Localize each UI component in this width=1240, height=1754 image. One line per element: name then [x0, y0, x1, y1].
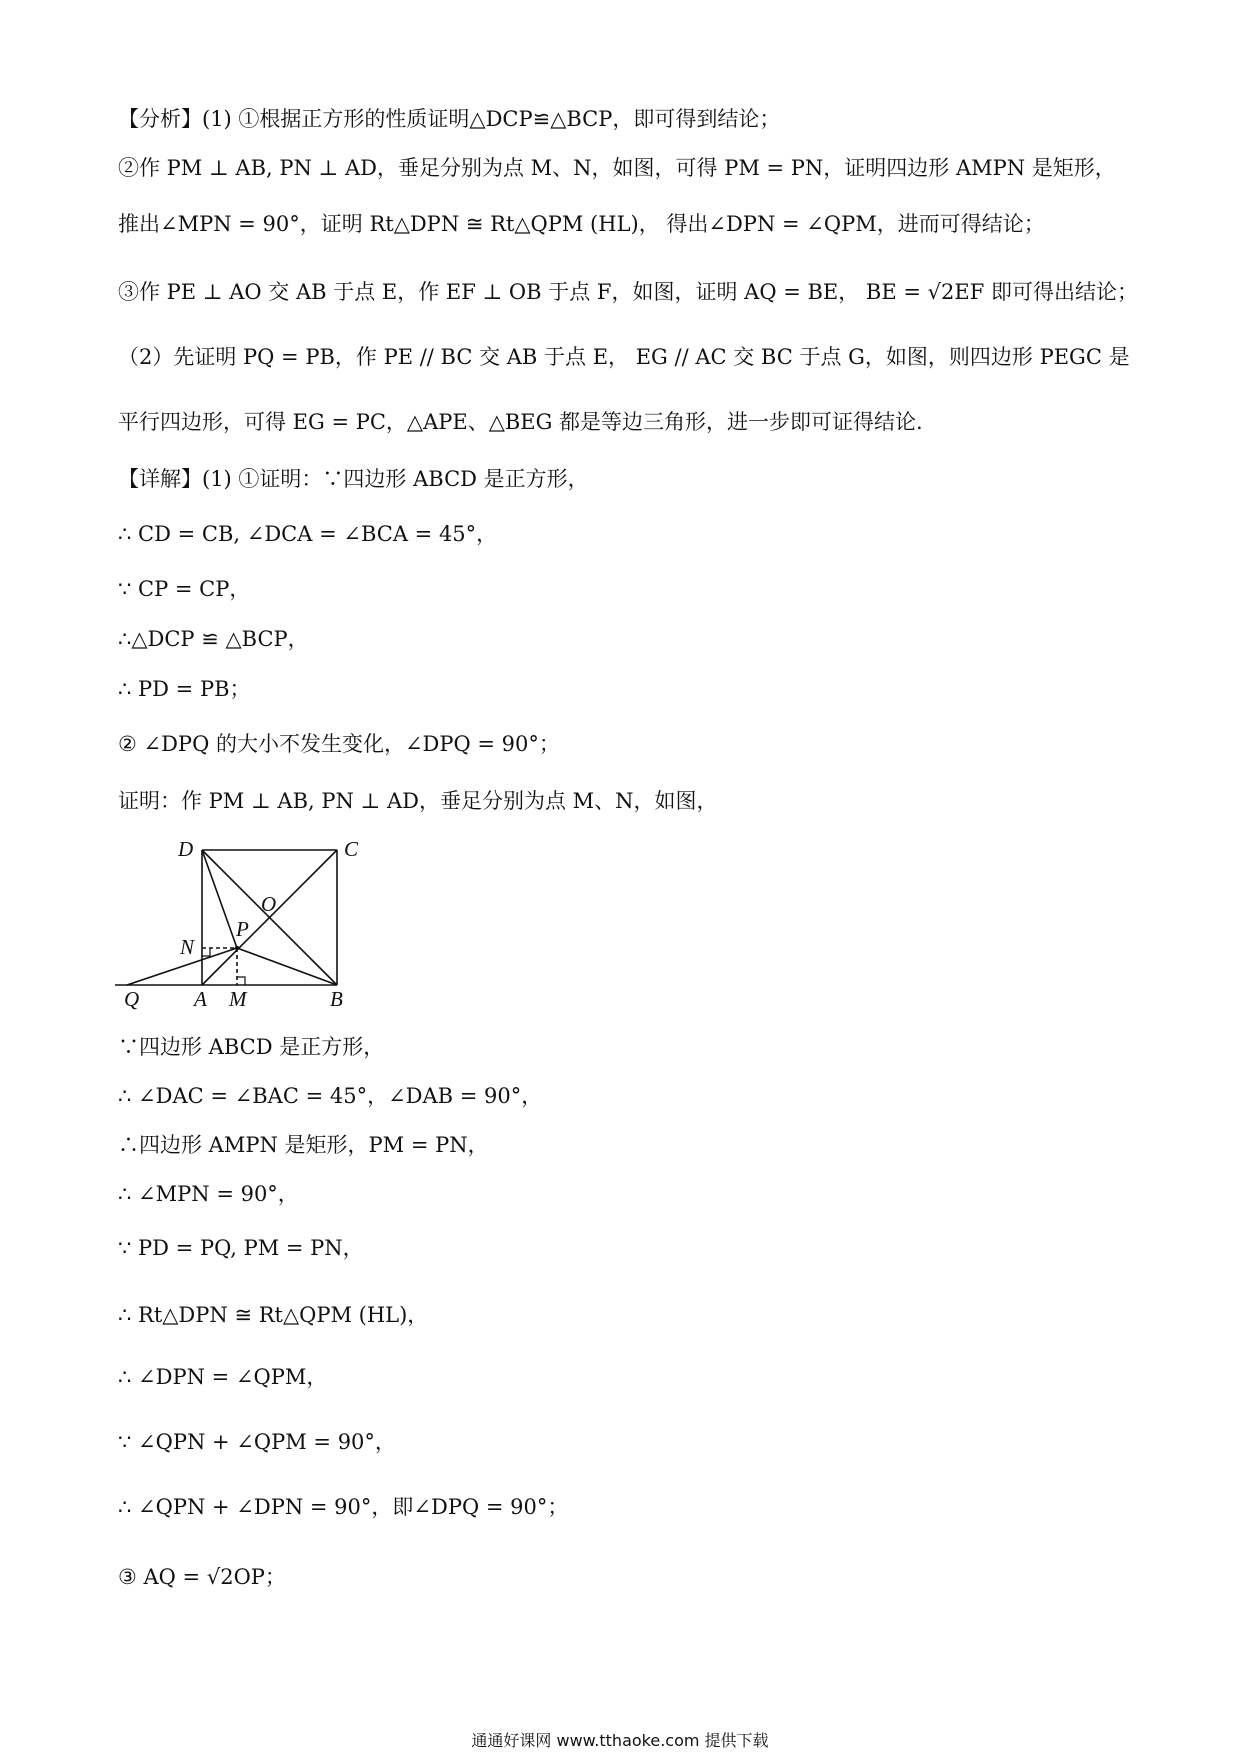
proof-line-5: ∵ PD = PQ, PM = PN， [118, 1236, 364, 1260]
proof-line-2: ∴ ∠DAC = ∠BAC = 45°，∠DAB = 90°， [118, 1084, 543, 1108]
analysis-line-2: ②作 PM ⊥ AB, PN ⊥ AD，垂足分别为点 M、N，如图，可得 PM = PN，证明四边形 AMPN 是矩形， [118, 156, 1116, 180]
geometry-figure [112, 835, 362, 1010]
solution-heading: 【详解】(1) ①证明：∵四边形 ABCD 是正方形， [118, 467, 589, 491]
right-angle-mark-n [202, 948, 210, 956]
proof-line-3: ∴四边形 AMPN 是矩形，PM = PN， [118, 1133, 489, 1157]
proof-line-4: ∴ ∠MPN = 90°， [118, 1182, 299, 1206]
label-d: D [178, 837, 194, 861]
proof-line-9: ∴ ∠QPN + ∠DPN = 90°，即∠DPQ = 90°； [118, 1495, 569, 1519]
solution-line-6: ② ∠DPQ 的大小不发生变化，∠DPQ = 90°； [118, 732, 560, 756]
analysis-line-5: （2）先证明 PQ = PB，作 PE // BC 交 AB 于点 E， EG // AC 交 BC 于点 G，如图，则四边形 PEGC 是 [118, 345, 1130, 369]
label-a: A [194, 987, 207, 1010]
solution-line-3: ∵ CP = CP， [118, 577, 251, 601]
label-n: N [180, 935, 195, 959]
segment-pb [237, 948, 337, 985]
analysis-heading: 【分析】(1) ①根据正方形的性质证明△DCP≌△BCP，即可得到结论； [118, 107, 781, 131]
proof-line-7: ∴ ∠DPN = ∠QPM， [118, 1365, 328, 1389]
label-c: C [344, 837, 359, 861]
solution-line-7: 证明：作 PM ⊥ AB, PN ⊥ AD，垂足分别为点 M、N，如图， [118, 789, 718, 813]
analysis-line-6: 平行四边形，可得 EG = PC，△APE、△BEG 都是等边三角形，进一步即可证得结论. [118, 410, 923, 434]
label-m: M [229, 987, 247, 1010]
solution-line-2: ∴ CD = CB, ∠DCA = ∠BCA = 45°， [118, 522, 498, 546]
proof-line-1: ∵四边形 ABCD 是正方形， [118, 1035, 385, 1059]
analysis-line-4: ③作 PE ⊥ AO 交 AB 于点 E，作 EF ⊥ OB 于点 F，如图，证明 AQ = BE， BE = √2EF 即可得出结论； [118, 280, 1138, 304]
solution-line-4: ∴△DCP ≌ △BCP， [118, 627, 309, 651]
label-o: O [261, 892, 277, 916]
point-p [235, 946, 239, 950]
label-q: Q [124, 987, 140, 1010]
solution-line-5: ∴ PD = PB； [118, 677, 251, 701]
label-b: B [330, 987, 343, 1010]
label-p: P [236, 917, 249, 941]
right-angle-mark-m [237, 977, 245, 985]
page-footer: 通通好课网 www.tthaoke.com 提供下载 [471, 1731, 769, 1750]
segment-dp [202, 850, 237, 948]
proof-line-8: ∵ ∠QPN + ∠QPM = 90°， [118, 1430, 396, 1454]
proof-line-10: ③ AQ = √2OP； [118, 1565, 286, 1589]
proof-line-6: ∴ Rt△DPN ≅ Rt△QPM (HL)， [118, 1303, 429, 1327]
analysis-line-3: 推出∠MPN = 90°，证明 Rt△DPN ≅ Rt△QPM (HL)， 得出∠DPN = ∠QPM，进而可得结论； [118, 212, 1045, 236]
